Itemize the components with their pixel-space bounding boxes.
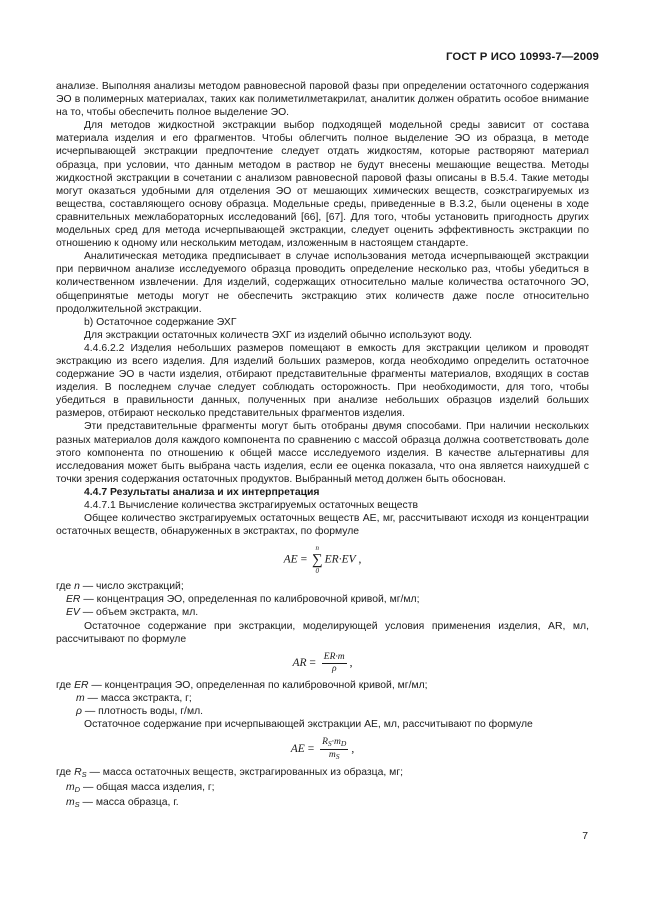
formula-lhs: AE [290, 743, 305, 756]
where-item [56, 705, 589, 718]
subsection-heading: 4.4.7.1 Вычисление количества экстрагируемых остаточных веществ [84, 500, 419, 511]
subscript: D [340, 739, 347, 749]
list-item-b: b) Остаточное содержание ЭХГ [84, 316, 237, 328]
where-desc: — общая масса изделия, г; [80, 782, 215, 794]
where-item [56, 580, 589, 593]
formula-lhs: AR [292, 656, 307, 669]
where-symbol: ER [74, 679, 89, 691]
summation-symbol [312, 544, 323, 576]
formula-equals: = [297, 553, 310, 566]
formula-punct: , [355, 553, 362, 566]
symbol-m: ·m [331, 737, 341, 748]
page-number: 7 [582, 831, 588, 842]
formula-punct: , [351, 743, 355, 756]
where-item [56, 679, 589, 692]
formula-equals: = [304, 743, 318, 756]
fraction-numerator [320, 737, 348, 750]
where-symbol: EV [66, 607, 80, 619]
paragraph: Остаточное содержание при экстракции, моделирующей условия применения изделия, AR, мл, рассчитывают по формуле [56, 620, 589, 645]
sum-lower-limit: 0 [315, 567, 320, 576]
where-prefix: где [56, 581, 75, 593]
fraction [322, 652, 347, 675]
where-desc: — масса экстракта, г; [84, 692, 192, 704]
where-desc: — концентрация ЭО, определенная по калибровочной кривой, мг/мл; [80, 594, 420, 606]
where-symbol: m [76, 692, 85, 704]
where-desc: — число экстракций; [79, 581, 184, 593]
subscript: S [327, 739, 332, 749]
where-item [56, 606, 589, 619]
where-desc: — плотность воды, г/мл. [81, 705, 204, 717]
symbol-r: R [322, 737, 328, 748]
where-symbol: m [66, 797, 75, 809]
subscript: S [74, 800, 80, 810]
formula-punct: , [349, 656, 353, 669]
paragraph: Аналитическая методика предписывает в случае использования метода исчерпывающей экстракции при первичном анализе исследуемого образца проводить определение несколько раз, чтобы убедиться в количественном извлечении. Для изделий, содержащих относительно малые количества остаточного ЭО, общепринятые методы могут не обеспечить экстракцию этих количеств даже после относительно продолжительной экстракции. [56, 251, 589, 315]
fraction [320, 737, 348, 762]
where-list-2 [56, 679, 589, 718]
where-symbol: m [66, 782, 75, 794]
where-symbol: ER [66, 594, 81, 606]
paragraph: 4.4.6.2.2 Изделия небольших размеров помещают в емкость для экстракции целиком и проводят экстракцию из всего изделия. Для изделий больших размеров, когда необходимо определить остаточное содержание ЭО в части изделия, отбирают представительные фрагменты материалов, входящих в состав изделия. В последнем случае следует соблюдать осторожность. При необходимости, для того, чтобы убедиться в правильности данных, полученных при анализе небольших образцов изделий больших размеров, отбирают несколько представительных фрагментов изделия. [56, 342, 589, 420]
where-desc: — концентрация ЭО, определенная по калибровочной кривой, мг/мл; [88, 679, 428, 691]
where-item [56, 593, 589, 606]
fraction-denominator: ρ [331, 663, 337, 674]
sum-upper-limit: n [315, 544, 320, 553]
paragraph: Для методов жидкостной экстракции выбор подходящей модельной среды зависит от состава материала изделия и его фрагментов. Чтобы облегчить полное выделение ЭО из образца, в методе исчерпывающей экстракции предпочтение следует отдать жидкостям, которые растворяют материал образца, при условии, что данным методом в раствор не будут внесены мешающие вещества. Методы жидкостной экстракции в сочетании с анализом равновесной паровой фазы описаны в В.5.4. Такие методы могут оказаться удобными для отделения ЭО от мешающих химических веществ, соэкстрагируемых из вещества, составляющего основу образца. Модельные среды, приведенные в В.3.2, были оценены в ходе сравнительных межлабораторных исследований [66], [67]. Для того, чтобы установить пригодность других модельных сред для метода исчерпывающей экстракции, следует оценить эффективность экстракции по отношению к одному или нескольким методам, изложенным в настоящем стандарте. [56, 120, 589, 250]
paragraph: анализе. Выполняя анализы методом равновесной паровой фазы при определении остаточного содержания ЭО в полимерных материалах, таких как полиметилметакрилат, аналитик должен обратить особое внимание на то, чтобы обеспечить полное выделение ЭО. [56, 81, 589, 119]
where-symbol: ρ [76, 705, 82, 717]
where-desc: — масса остаточных веществ, экстрагированных из образца, мг; [86, 767, 403, 779]
subscript: D [74, 785, 81, 795]
formula-ar [56, 652, 589, 675]
formula-rhs: ER·EV [324, 553, 356, 566]
fraction-numerator: ER·m [323, 651, 345, 662]
where-desc: — масса образца, г. [79, 797, 179, 809]
symbol-m: m [328, 750, 336, 761]
formula-ae-sum [56, 544, 589, 576]
where-list-1 [56, 580, 589, 619]
document-header: ГОСТ Р ИСО 10993-7—2009 [446, 51, 599, 63]
fraction-denominator [329, 750, 340, 762]
formula-equals: = [306, 656, 319, 669]
subscript: S [335, 752, 340, 762]
where-item [56, 781, 589, 796]
section-heading: 4.4.7 Результаты анализа и их интерпретация [84, 486, 320, 498]
where-prefix: где [56, 679, 75, 691]
subscript: S [81, 770, 87, 780]
where-item [56, 766, 589, 781]
paragraph: Эти представительные фрагменты могут быть отобраны двумя способами. При наличии нескольких разных материалов доля каждого компонента по сравнению с массой образца должна соответствовать доле этого компонента по отношению к общей массе исследуемого изделия. В качестве альтернативы для исследования может быть выбрана часть изделия, если ее оценка показала, что она является наихудшей с точки зрения содержания остаточных продуктов. Выбранный метод должен быть обоснован. [56, 421, 589, 485]
where-symbol: n [74, 581, 80, 593]
where-list-3 [56, 766, 589, 811]
where-symbol: R [74, 767, 82, 779]
where-prefix: где [56, 767, 75, 779]
page-body [56, 80, 589, 811]
where-item [56, 796, 589, 811]
paragraph: Общее количество экстрагируемых остаточных веществ AE, мг, рассчитывают исходя из концентрации остаточных веществ, обнаруженных в экстрактах, по формуле [56, 513, 589, 538]
paragraph: Остаточное содержание при исчерпывающей экстракции AE, мл, рассчитывают по формуле [84, 719, 533, 731]
where-desc: — объем экстракта, мл. [79, 607, 199, 619]
sigma-icon: ∑ [311, 552, 323, 569]
paragraph: Для экстракции остаточных количеств ЭХГ из изделий обычно используют воду. [84, 329, 472, 341]
where-item [56, 692, 589, 705]
formula-lhs: AE [283, 553, 298, 566]
formula-ae-ratio [56, 737, 589, 762]
